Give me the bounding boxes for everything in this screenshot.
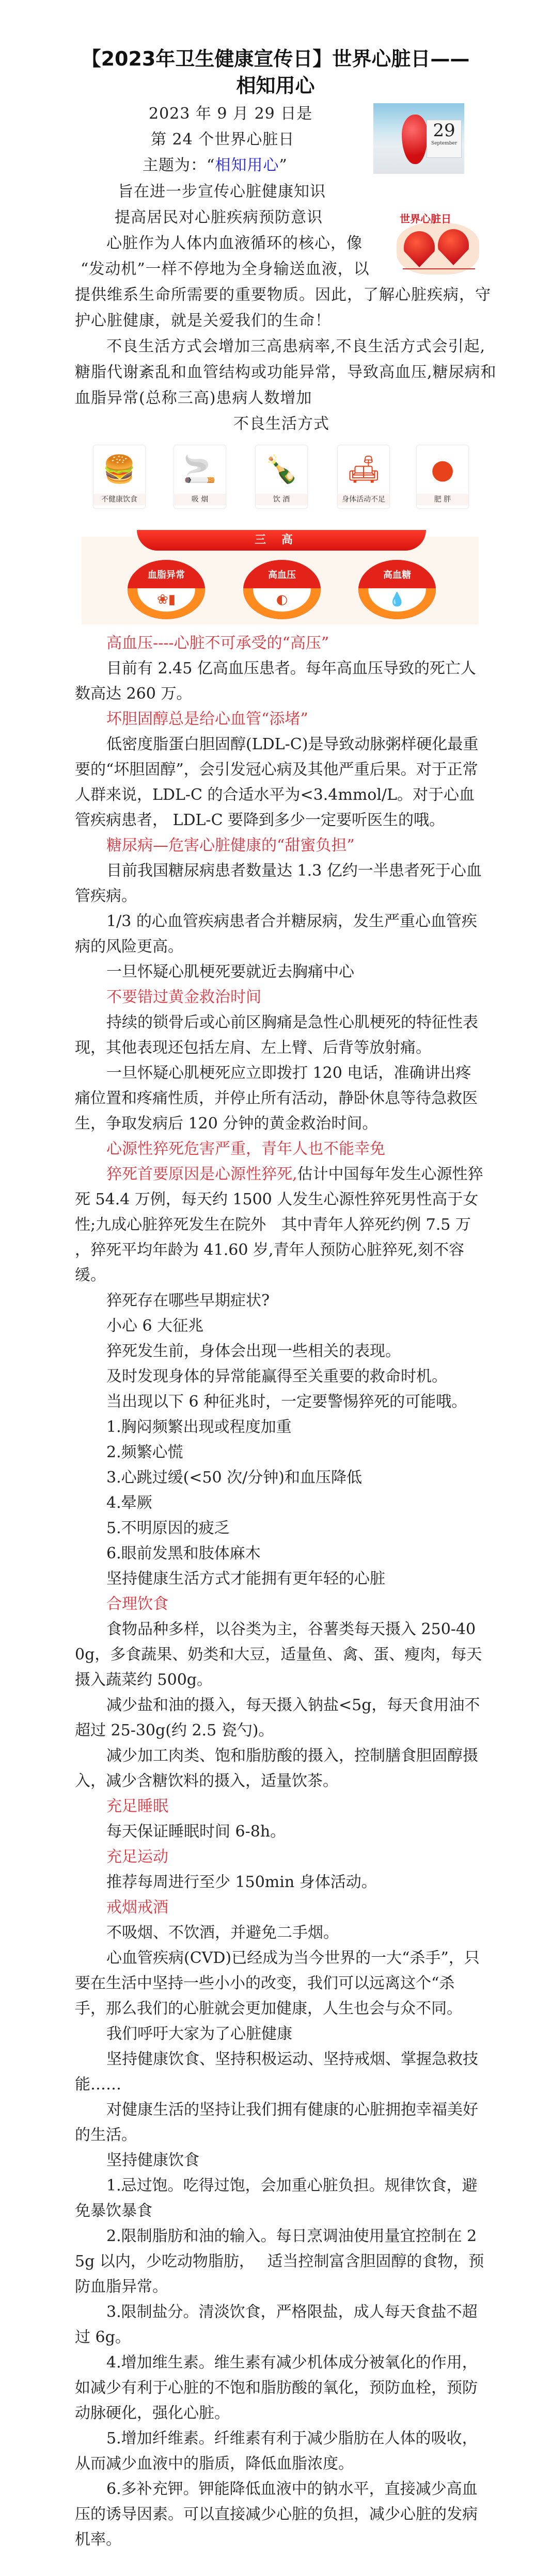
body-text: 3.心跳过缓(<50 次/分钟)和血压降低: [106, 1469, 362, 1487]
high-blood-sugar-badge: [358, 560, 436, 619]
section-heading: [75, 1794, 485, 1819]
body-text: 估计中国每年发生心源性猝死 54.4 万例，每天约 1500 人发生心源性猝死男性高于女性;九成心脏猝死发生在院外 其中青年人猝死约例 7.5 万 ，猝死平均年龄为 41.60 岁,青年人预防心脏猝死,刻不容缓。: [75, 1165, 483, 1284]
lifestyle-caption: 不良生活方式: [233, 415, 329, 433]
lifestyle-factor-card: [337, 445, 390, 509]
body-text: 坚持健康饮食: [106, 2151, 199, 2169]
paragraph: [75, 1440, 485, 1465]
intro-para-4: 护心脏健康，就是关爱我们的生命！: [75, 312, 331, 330]
lifestyle-factor-card: [255, 445, 308, 509]
calendar-month: September: [431, 141, 458, 146]
body-text: 5.增加纤维素。纤维素有利于减少脂肪在人体的吸收，从而减少血液中的脂质，降低血脂浓度。: [75, 2429, 478, 2473]
intro-date: 2023 年 9 月 29 日是: [149, 105, 313, 123]
paragraph: [75, 1920, 485, 1945]
body-text: 3.限制盐分。清淡饮食，严格限盐，成人每天食盐不超过 6g。: [75, 2303, 478, 2346]
highlight-text: 糖尿病—危害心脏健康的“甜蜜负担”: [106, 836, 355, 855]
paragraph: [75, 1566, 485, 1591]
section-heading: [75, 1591, 485, 1617]
body-text: 5.不明原因的疲乏: [106, 1519, 230, 1537]
badge-label: 高血糖: [358, 560, 436, 588]
paragraph: [75, 959, 485, 985]
section-heading: [75, 631, 485, 656]
highlight-text: 猝死首要原因是心源性猝死,: [106, 1165, 297, 1183]
paragraph: [75, 1617, 485, 1693]
paragraph: [75, 1945, 485, 2021]
body-text: 我们呼吁大家为了心脏健康: [106, 2025, 292, 2043]
body-text: 一旦怀疑心肌梗死要就近去胸痛中心: [106, 963, 354, 981]
body-text: 推荐每周进行至少 150min 身体活动。: [106, 1873, 377, 1891]
section-heading: [75, 706, 485, 732]
body-text: 1.忌过饱。吃得过饱，会加重心脏负担。规律饮食，避免暴饮暴食: [75, 2177, 478, 2220]
paragraph: [75, 1541, 485, 1566]
paragraph: [75, 1414, 485, 1440]
paragraph: [75, 909, 485, 959]
body-text: 坚持健康饮食、坚持积极运动、坚持戒烟、掌握急救技能……: [75, 2050, 478, 2094]
paragraph: [75, 1819, 485, 1844]
section-heading: [75, 1895, 485, 1920]
paragraph: [75, 1490, 485, 1516]
article-title-line1: 【2023年卫生健康宣传日】世界心脏日——: [81, 47, 470, 70]
paragraph: [75, 1870, 485, 1895]
highlight-text: 充足运动: [106, 1848, 168, 1866]
high-lipids-badge: [128, 560, 205, 619]
paragraph: [75, 2148, 485, 2173]
body-text: 减少加工肉类、饱和脂肪酸的摄入，控制膳食胆固醇摄入，减少含糖饮料的摄入，适量饮茶。: [75, 1747, 478, 1790]
heart-day-logo-text: 世界心脏日: [400, 213, 451, 225]
paragraph: [75, 858, 485, 909]
highlight-text: 充足睡眠: [106, 1797, 168, 1815]
ecg-line-icon: [403, 268, 475, 269]
lifestyle-factor-label: 吸 烟: [174, 494, 226, 505]
section-heading: [75, 985, 485, 1010]
intro-para-1: 心脏作为人体内血液循环的核心，像: [106, 234, 363, 252]
intro-aim-1: 旨在进一步宣传心脏健康知识: [118, 183, 326, 201]
body-text: 不吸烟、不饮酒，并避免二手烟。: [106, 1924, 339, 1942]
body-text: 4.增加维生素。维生素有减少机体成分被氧化的作用，如减少有利于心脏的不饱和脂肪酸的氧化，预防血栓，预防动脉硬化，强化心脏。: [75, 2354, 478, 2422]
paragraph: [75, 2173, 485, 2224]
body-text: 坚持健康生活方式才能拥有更年轻的心脏: [106, 1570, 385, 1588]
body-text: 6.眼前发黑和肢体麻木: [106, 1544, 261, 1563]
body-text: 每天保证睡眠时间 6-8h。: [106, 1823, 286, 1841]
world-heart-day-image: [392, 211, 481, 279]
body-text: 1/3 的心血管疾病患者合并糖尿病，发生严重心血管疾病的风险更高。: [75, 912, 477, 956]
heart-icon: [402, 115, 428, 164]
lifestyle-factor-card: [174, 445, 226, 509]
section-heading: [75, 1844, 485, 1870]
lifestyle-factor-label: 身体活动不足: [338, 494, 389, 505]
hypertension-badge: [243, 560, 321, 619]
paragraph: [75, 2021, 485, 2047]
body-text: 一旦怀疑心肌梗死应立即拨打 120 电话，准确讲出疼痛位置和疼痛性质，并停止所有活动，静卧休息等待急救医生，争取发病后 120 分钟的黄金救治时间。: [75, 1064, 478, 1133]
paragraph: [75, 1288, 485, 1313]
paragraph: [75, 2097, 485, 2148]
paragraph: [75, 2426, 485, 2476]
paragraph: [75, 1010, 485, 1060]
body-text: 持续的锁骨后或心前区胸痛是急性心肌梗死的特征性表现，其他表现还包括左肩、左上臂、后背等放射痛。: [75, 1013, 478, 1057]
unhealthy-diet-icon: 🍔: [102, 454, 136, 485]
article-body: [75, 631, 485, 2552]
paragraph: [75, 1364, 485, 1389]
body-text: 4.晕厥: [106, 1494, 152, 1512]
lifestyle-factor-card: [93, 445, 146, 509]
paragraph: [75, 2476, 485, 2552]
inactivity-icon: 🛋: [346, 454, 381, 485]
body-text: 当出现以下 6 种征兆时，一定要警惕猝死的可能哦。: [106, 1393, 467, 1411]
intro-edition: 第 24 个世界心脏日: [151, 131, 295, 149]
body-text: 猝死发生前，身体会出现一些相关的表现。: [106, 1342, 401, 1360]
intro-aim-2: 提高居民对心脏疾病预防意识: [115, 208, 323, 227]
highlight-text: 坏胆固醇总是给心血管“添堵”: [106, 710, 308, 728]
theme-suffix: ”: [279, 156, 288, 174]
alcohol-icon: 🍾: [264, 454, 298, 485]
highlight-text: 戒烟戒酒: [106, 1898, 168, 1917]
smoking-icon: 🚬: [183, 454, 217, 485]
paragraph: [75, 732, 485, 833]
blood-pressure-cuff-icon: ◐: [276, 592, 288, 607]
paragraph: [75, 1389, 485, 1414]
intro-life-1: 不良生活方式会增加三高患病率,不良生活方式会引起,: [106, 337, 486, 356]
theme-text: 相知用心: [215, 156, 279, 174]
three-highs-banner: 三高: [137, 530, 426, 551]
paragraph: [75, 2047, 485, 2097]
body-text: 目前我国糖尿病患者数量达 1.3 亿约一半患者死于心血管疾病。: [75, 862, 482, 905]
intro-life-3: 血脂异常(总称三高)患病人数增加: [75, 389, 312, 407]
highlight-text: 不要错过黄金救治时间: [106, 988, 261, 1006]
calendar-day: 29: [433, 120, 455, 141]
paragraph: [75, 1313, 485, 1339]
section-heading: [75, 833, 485, 858]
paragraph: [75, 2224, 485, 2299]
paragraph: [75, 1339, 485, 1364]
highlight-text: 高血压----心脏不可承受的“高压”: [106, 634, 329, 652]
highlight-text: 心源性猝死危害严重，青年人也不能幸免: [106, 1140, 385, 1158]
body-text: 目前有 2.45 亿高血压患者。每年高血压导致的死亡人数高达 260 万。: [75, 659, 476, 703]
lifestyle-factor-label: 饮 酒: [256, 494, 307, 505]
section-heading: [75, 1136, 485, 1162]
calendar-icon: [427, 120, 462, 158]
body-text: 2.频繁心慌: [106, 1443, 183, 1461]
theme-prefix: 主题为：“: [143, 156, 215, 174]
intro-para-2: “发动机”一样不停地为全身输送血液，以: [81, 260, 370, 278]
intro-life-2: 糖脂代谢紊乱和血管结构或功能异常，导致高血压,糖尿病和: [75, 363, 497, 381]
obesity-icon: ●: [431, 454, 454, 485]
paragraph: [75, 1516, 485, 1541]
lifestyle-factor-label: 肥 胖: [417, 494, 468, 505]
paragraph: [75, 1162, 485, 1288]
body-text: 1.胸闷频繁出现或程度加重: [106, 1418, 292, 1436]
intro-theme: [143, 153, 288, 179]
lifestyle-factor-card: [416, 445, 469, 509]
badge-label: 高血压: [243, 560, 321, 588]
body-text: 对健康生活的坚持让我们拥有健康的心脏拥抱幸福美好的生活。: [75, 2101, 478, 2144]
paragraph: [75, 1693, 485, 1743]
calendar-heart-image: [373, 103, 464, 174]
paragraph: [75, 1743, 485, 1794]
body-text: 食物品种多样，以谷类为主，谷薯类每天摄入 250-400g，多食蔬果、奶类和大豆，适量鱼、禽、蛋、瘦肉，每天摄入蔬菜约 500g。: [75, 1620, 482, 1689]
body-text: 2.限制脂肪和油的输入。每日烹调油使用量宜控制在 25g 以内，少吃动物脂肪， 适当控制富含胆固醇的食物，预防血脂异常。: [75, 2227, 484, 2296]
body-text: 心血管疾病(CVD)已经成为当今世界的一大“杀手”，只要在生活中坚持一些小小的改变，我们可以远离这个“杀手，那么我们的心脏就会更加健康，人生也会与众不同。: [75, 1949, 480, 2018]
highlight-text: 合理饮食: [106, 1595, 168, 1613]
lipid-test-icon: ❀▮: [156, 592, 176, 607]
body-text: 减少盐和油的摄入，每天摄入钠盐<5g，每天食用油不超过 25-30g(约 2.5 瓷勺)。: [75, 1696, 480, 1740]
body-text: 低密度脂蛋白胆固醇(LDL-C)是导致动脉粥样硬化最重要的“坏胆固醇”，会引发冠心病及其他严重后果。对于正常人群来说，LDL-C 的合适水平为<3.4mmol/L。对于心血管疾病患者， LDL-C 要降到多少一定要听医生的哦。: [75, 735, 479, 829]
intro-para-3: 提供维系生命所需要的重要物质。因此，了解心脏疾病，守: [75, 286, 491, 304]
paragraph: [75, 2350, 485, 2426]
body-text: 小心 6 大征兆: [106, 1317, 204, 1335]
article-title-line2: 相知用心: [236, 74, 315, 97]
three-highs-graphic: [82, 534, 479, 624]
blood-drop-icon: 💧: [388, 592, 406, 607]
badge-label: 血脂异常: [128, 560, 205, 588]
body-text: 及时发现身体的异常能赢得至关重要的救命时机。: [106, 1367, 447, 1386]
paragraph: [75, 656, 485, 706]
paragraph: [75, 2299, 485, 2350]
paragraph: [75, 1060, 485, 1136]
lifestyle-factor-label: 不健康饮食: [93, 494, 145, 505]
body-text: 6.多补充钾。钾能降低血液中的钠水平，直接减少高血压的诱导因素。可以直接减少心脏的负担，减少心脏的发病机率。: [75, 2480, 478, 2549]
body-text: 猝死存在哪些早期症状?: [106, 1292, 270, 1310]
paragraph: [75, 1465, 485, 1490]
